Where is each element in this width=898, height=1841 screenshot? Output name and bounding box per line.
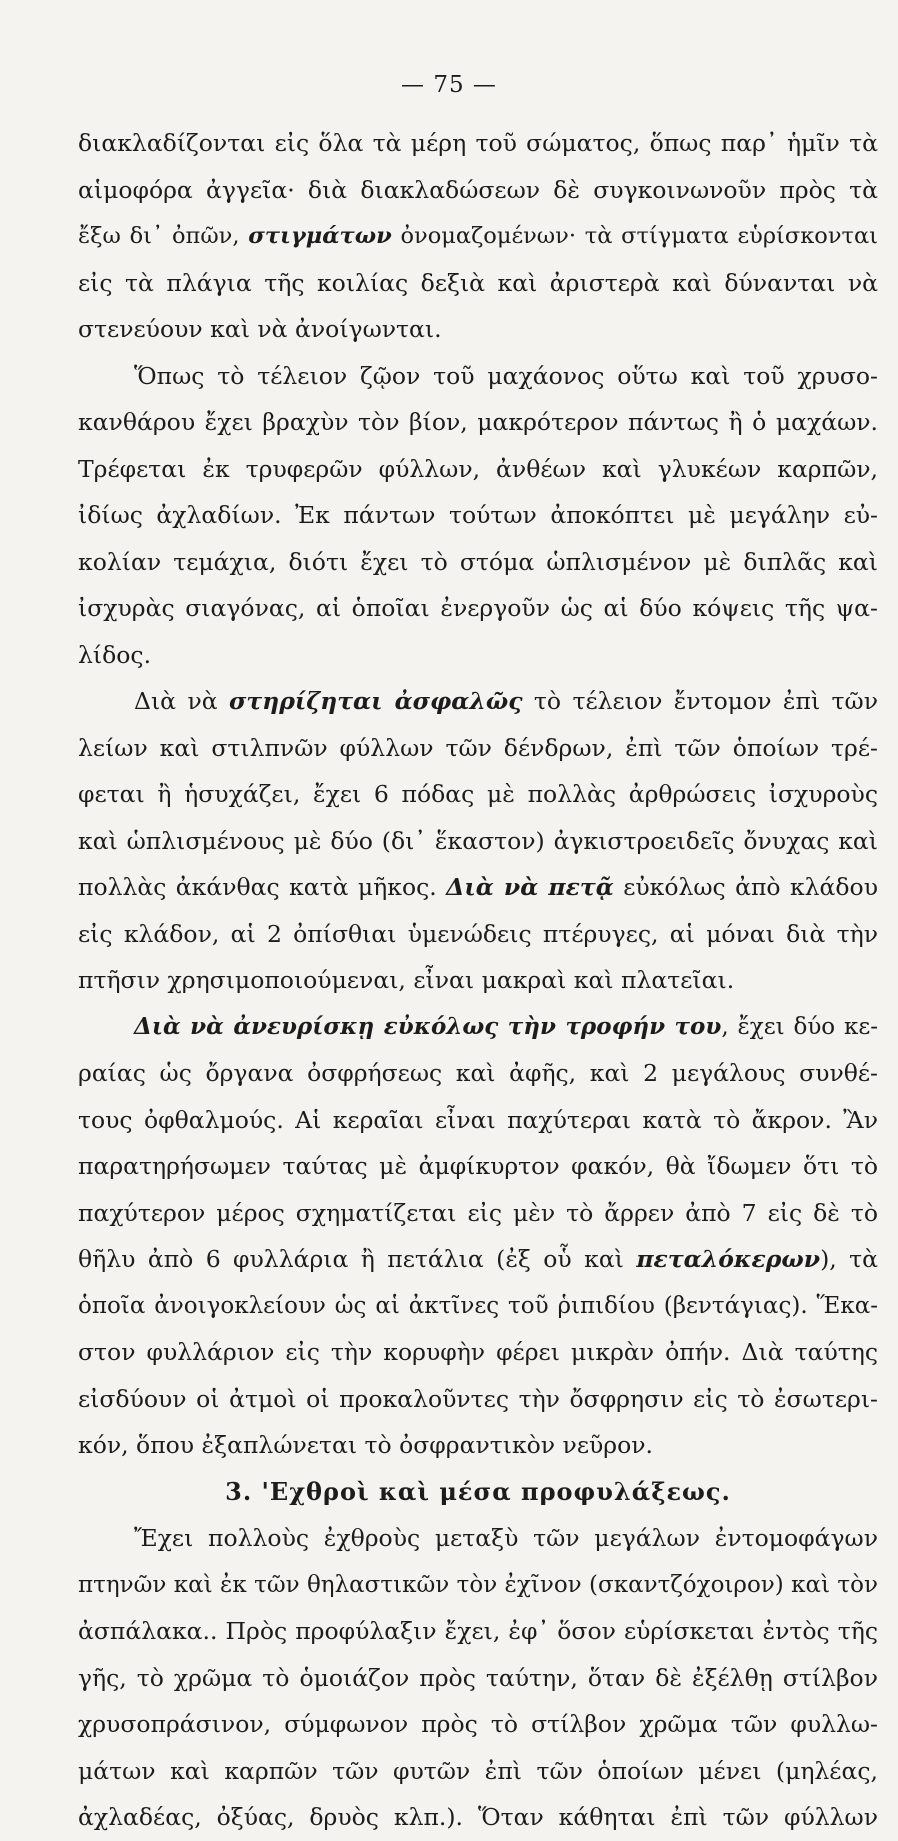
- emphasized-term: Διὰ νὰ πετᾷ: [446, 873, 614, 901]
- text-line: ραίας ὡς ὄργανα ὀσφρήσεως καὶ ἀφῆς, καὶ 2 μεγάλους συνθέ-: [78, 1059, 878, 1087]
- text-line: τους ὀφθαλμούς. Αἱ κεραῖαι εἶναι παχύτεραι κατὰ τὸ ἄκρον. Ἂν: [78, 1105, 878, 1134]
- text-line: αἱμοφόρα ἀγγεῖα· διὰ διακλαδώσεων δὲ συγκοινωνοῦν πρὸς τὰ: [78, 175, 878, 204]
- text-line: ὁποῖα ἀνοιγοκλείουν ὡς αἱ ἀκτῖνες τοῦ ῥιπιδίου (βεντάγιας). Ἕκα-: [78, 1292, 878, 1319]
- text-line: κανθάρου ἔχει βραχὺν τὸν βίον, μακρότερον πάντως ἢ ὁ μαχάων.: [78, 408, 878, 436]
- text-line: ἀχλαδέας, ὀξύας, δρυὸς κλπ.). Ὅταν κάθηται ἐπὶ τῶν φύλλων: [78, 1803, 878, 1831]
- text-line: παχύτερον μέρος σχηματίζεται εἰς μὲν τὸ ἄρρεν ἀπὸ 7 εἰς δὲ τὸ: [78, 1198, 878, 1227]
- emphasized-term: στιγμάτων: [248, 223, 392, 249]
- text-line: λείων καὶ στιλπνῶν φύλλων τῶν δένδρων, ἐπὶ τῶν ὁποίων τρέ-: [78, 733, 878, 762]
- text-line: ἔξω δι᾿ ὀπῶν, στιγμάτων ὀνομαζομένων· τὰ στίγματα εὑρίσκονται: [78, 223, 878, 249]
- text-line: στον φυλλάριον εἰς τὴν κορυφὴν φέρει μικρὰν ὀπήν. Διὰ ταύτης: [78, 1338, 878, 1366]
- text-line: κολίαν τεμάχια, διότι ἔχει τὸ στόμα ὡπλισμένον μὲ διπλᾶς καὶ: [78, 547, 878, 576]
- text-line: Διὰ νὰ ἀνευρίσκῃ εὐκόλως τὴν τροφήν του, ἔχει δύο κε-: [134, 1012, 878, 1040]
- text-line: καὶ ὡπλισμένους μὲ δύο (δι᾿ ἕκαστον) ἀγκιστροειδεῖς ὄνυχας καὶ: [78, 826, 878, 855]
- text-line: διακλαδίζονται εἰς ὅλα τὰ μέρη τοῦ σώματος, ὅπως παρ᾿ ἡμῖν τὰ: [78, 129, 878, 157]
- text-line: παρατηρήσωμεν ταύτας μὲ ἀμφίκυρτον φακόν, θὰ ἴδωμεν ὅτι τὸ: [78, 1152, 878, 1180]
- text-line: κόν, ὅπου ἐξαπλώνεται τὸ ὀσφραντικὸν νεῦρον.: [78, 1431, 654, 1459]
- text-line: εἰσδύουν οἱ ἀτμοὶ οἱ προκαλοῦντες τὴν ὄσφρησιν εἰς τὸ ἐσωτερι-: [78, 1384, 878, 1413]
- text-line: πτηνῶν καὶ ἐκ τῶν θηλαστικῶν τὸν ἐχῖνον (σκαντζόχοιρον) καὶ τὸν: [78, 1571, 878, 1598]
- text-line: εἰς τὰ πλάγια τῆς κοιλίας δεξιὰ καὶ ἀριστερὰ καὶ δύνανται νὰ: [78, 268, 878, 297]
- page-number: — 75 —: [401, 72, 497, 98]
- text-line: φεται ἢ ἡσυχάζει, ἔχει 6 πόδας μὲ πολλὰς ἀρθρώσεις ἰσχυροὺς: [78, 780, 878, 808]
- text-line: Τρέφεται ἐκ τρυφερῶν φύλλων, ἀνθέων καὶ γλυκέων καρπῶν,: [78, 454, 878, 483]
- text-line: Ἔχει πολλοὺς ἐχθροὺς μεταξὺ τῶν μεγάλων ἐντομοφάγων: [134, 1524, 878, 1552]
- text-line: ἰδίως ἀχλαδίων. Ἐκ πάντων τούτων ἀποκόπτει μὲ μεγάλην εὐ-: [78, 501, 878, 529]
- emphasized-term: στηρίζηται ἀσφαλῶς: [229, 687, 523, 715]
- text-line: Ὅπως τὸ τέλειον ζῷον τοῦ μαχάονος οὕτω καὶ τοῦ χρυσο-: [134, 361, 878, 390]
- text-line: γῆς, τὸ χρῶμα τὸ ὁμοιάζον πρὸς ταύτην, ὅταν δὲ ἐξέλθῃ στίλβον: [78, 1663, 878, 1692]
- text-line: ἀσπάλακα.. Πρὸς προφύλαξιν ἔχει, ἐφ᾿ ὅσον εὑρίσκεται ἐντὸς τῆς: [78, 1617, 878, 1645]
- text-line: ἰσχυρὰς σιαγόνας, αἱ ὁποῖαι ἐνεργοῦν ὡς αἱ δύο κόψεις τῆς ψα-: [78, 594, 878, 622]
- body-text: [78, 120, 878, 1841]
- text-line: Διὰ νὰ στηρίζηται ἀσφαλῶς τὸ τέλειον ἔντομον ἐπὶ τῶν: [134, 687, 878, 715]
- text-line: στενεύουν καὶ νὰ ἀνοίγωνται.: [78, 315, 442, 343]
- text-line: μάτων καὶ καρπῶν τῶν φυτῶν ἐπὶ τῶν ὁποίων μένει (μηλέας,: [78, 1756, 878, 1785]
- text-line: λίδος.: [78, 640, 152, 669]
- emphasized-term: Διὰ νὰ ἀνευρίσκῃ εὐκόλως τὴν τροφήν του: [134, 1012, 722, 1040]
- text-line: εἰς κλάδον, αἱ 2 ὀπίσθιαι ὑμενώδεις πτέρυγες, αἱ μόναι διὰ τὴν: [78, 919, 878, 948]
- emphasized-term: πεταλόκερων: [636, 1245, 821, 1273]
- text-line: πολλὰς ἀκάνθας κατὰ μῆκος. Διὰ νὰ πετᾷ εὐκόλως ἀπὸ κλάδου: [78, 873, 878, 901]
- section-heading: 3. 'Εχθροὶ καὶ μέσα προφυλάξεως.: [225, 1476, 731, 1506]
- text-line: πτῆσιν χρησιμοποιούμεναι, εἶναι μακραὶ καὶ πλατεῖαι.: [78, 966, 735, 994]
- text-line: χρυσοπράσινον, σύμφωνον πρὸς τὸ στίλβον χρῶμα τῶν φυλλω-: [78, 1710, 878, 1738]
- text-line: θῆλυ ἀπὸ 6 φυλλάρια ἢ πετάλια (ἐξ οὗ καὶ πεταλόκερων), τὰ: [78, 1245, 878, 1273]
